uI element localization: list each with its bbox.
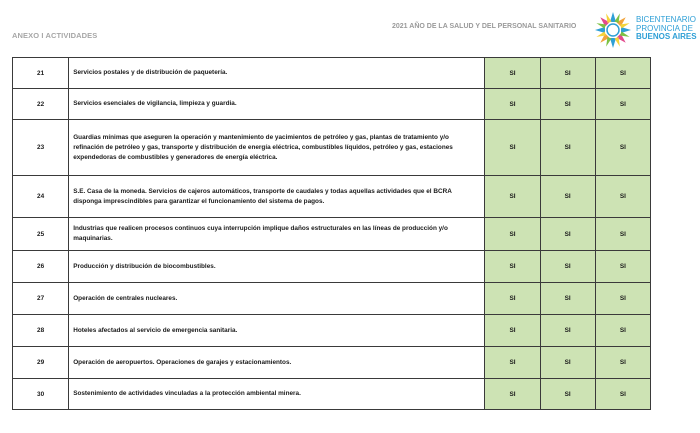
approval-cell: SI [485, 176, 540, 218]
activity-description: Hoteles afectados al servicio de emergencia sanitaria. [69, 315, 485, 347]
activity-description: S.E. Casa de la moneda. Servicios de cajeros automáticos, transporte de caudales y todas aquellas actividades que el BCRA disponga imprescindibles para garantizar el funcionamiento del sistema de pagos. [69, 176, 485, 218]
row-number: 21 [13, 58, 69, 89]
activity-description: Operación de aeropuertos. Operaciones de garajes y estacionamientos. [69, 347, 485, 379]
approval-cell: SI [540, 315, 595, 347]
activities-table [12, 57, 651, 410]
logo-line-3: BUENOS AIRES [636, 32, 697, 41]
table-row [13, 347, 651, 379]
activity-description: Servicios esenciales de vigilancia, limpieza y guardia. [69, 89, 485, 120]
approval-cell: SI [485, 347, 540, 379]
logo-line-2: PROVINCIA DE [636, 23, 693, 33]
row-number: 24 [13, 176, 69, 218]
approval-cell: SI [595, 347, 650, 379]
table-row [13, 176, 651, 218]
approval-cell: SI [540, 379, 595, 410]
approval-cell: SI [540, 176, 595, 218]
approval-cell: SI [485, 283, 540, 315]
approval-cell: SI [540, 347, 595, 379]
approval-cell: SI [595, 379, 650, 410]
approval-cell: SI [595, 176, 650, 218]
row-number: 23 [13, 120, 69, 176]
approval-cell: SI [595, 89, 650, 120]
activity-description: Guardias mínimas que aseguren la operación y mantenimiento de yacimientos de petróleo y gas, plantas de tratamiento y/o refinación de petróleo y gas, transporte y distribución de energía eléctrica, combustibles líquidos, petróleo y gas, estaciones expendedoras de combustibles y generadores de energía eléctrica. [69, 120, 485, 176]
activity-description: Sostenimiento de actividades vinculadas a la protección ambiental minera. [69, 379, 485, 410]
approval-cell: SI [485, 315, 540, 347]
activity-description: Operación de centrales nucleares. [69, 283, 485, 315]
table-row [13, 315, 651, 347]
approval-cell: SI [595, 218, 650, 251]
approval-cell: SI [485, 120, 540, 176]
approval-cell: SI [485, 218, 540, 251]
table-row [13, 58, 651, 89]
approval-cell: SI [540, 251, 595, 283]
activity-description: Producción y distribución de biocombustibles. [69, 251, 485, 283]
row-number: 27 [13, 283, 69, 315]
bicentenario-logo-icon [593, 10, 633, 50]
activity-description: Servicios postales y de distribución de paquetería. [69, 58, 485, 89]
table-row [13, 283, 651, 315]
row-number: 26 [13, 251, 69, 283]
row-number: 28 [13, 315, 69, 347]
approval-cell: SI [485, 89, 540, 120]
approval-cell: SI [485, 58, 540, 89]
logo-wordmark [636, 16, 697, 42]
table-row [13, 120, 651, 176]
approval-cell: SI [595, 120, 650, 176]
approval-cell: SI [485, 379, 540, 410]
approval-cell: SI [540, 218, 595, 251]
logo-line-1: BICENTENARIO [636, 15, 697, 24]
approval-cell: SI [540, 120, 595, 176]
activity-description: Industrias que realicen procesos continuos cuya interrupción implique daños estructurales en las líneas de producción y/o maquinarias. [69, 218, 485, 251]
approval-cell: SI [540, 283, 595, 315]
table-row [13, 379, 651, 410]
table-row [13, 218, 651, 251]
row-number: 25 [13, 218, 69, 251]
approval-cell: SI [595, 315, 650, 347]
approval-cell: SI [540, 89, 595, 120]
approval-cell: SI [595, 58, 650, 89]
approval-cell: SI [540, 58, 595, 89]
year-motto: 2021 AÑO DE LA SALUD Y DEL PERSONAL SANITARIO [392, 23, 577, 30]
section-title: ANEXO I ACTIVIDADES [12, 31, 98, 40]
row-number: 30 [13, 379, 69, 410]
approval-cell: SI [595, 251, 650, 283]
approval-cell: SI [595, 283, 650, 315]
row-number: 22 [13, 89, 69, 120]
row-number: 29 [13, 347, 69, 379]
table-row [13, 89, 651, 120]
approval-cell: SI [485, 251, 540, 283]
table-row [13, 251, 651, 283]
